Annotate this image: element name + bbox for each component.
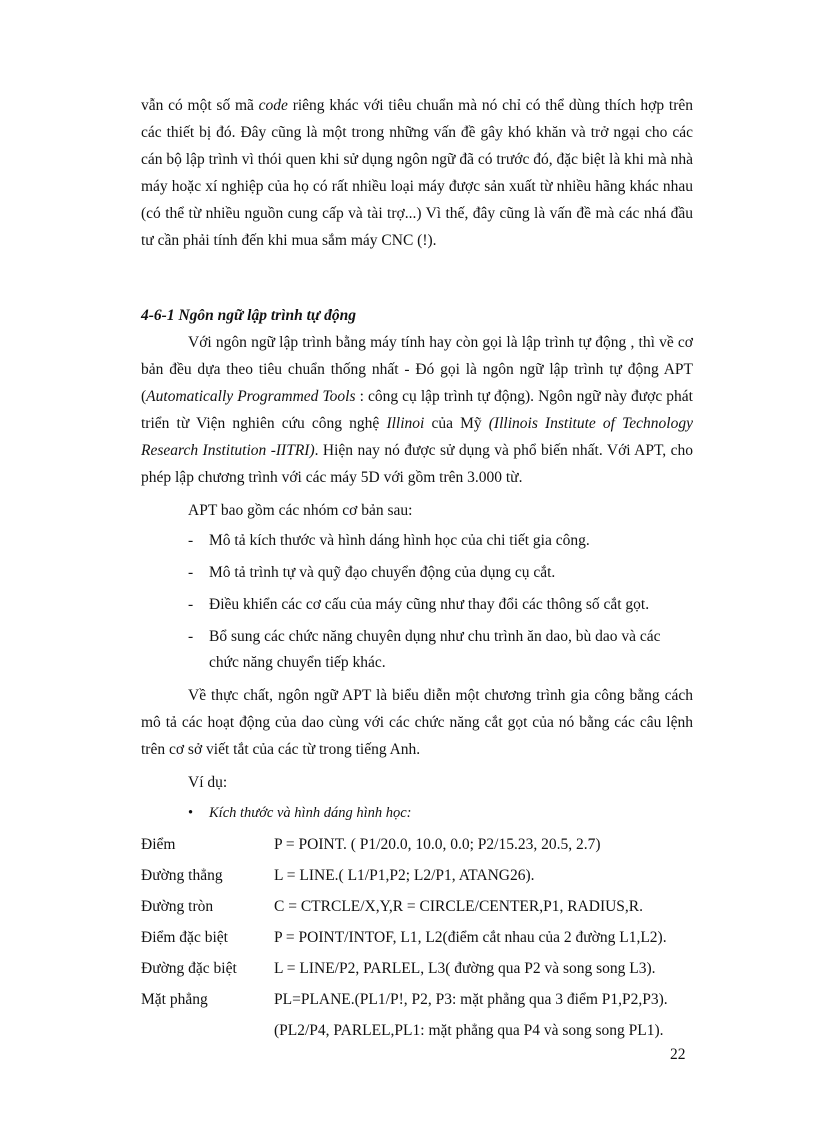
sub-bullet-text: Kích thước và hình dáng hình học: xyxy=(209,805,412,821)
list-item xyxy=(141,560,693,586)
essence-paragraph: Về thực chất, ngôn ngữ APT là biểu diễn một chương trình gia công bằng cách mô tả các hoạt động của dao cùng với các chức năng cắt gọt của nó bằng các câu lệnh trên cơ sở viết tắt của các từ trong tiếng Anh. xyxy=(141,687,693,758)
definition-value: L = LINE.( L1/P1,P2; L2/P1, ATANG26). xyxy=(274,867,535,884)
list-item-text: Điều khiển các cơ cấu của máy cũng như thay đổi các thông số cắt gọt. xyxy=(209,596,650,613)
definition-row xyxy=(141,924,693,951)
definition-row xyxy=(141,831,693,858)
list-item xyxy=(141,528,693,554)
intro-text-1: vẫn có một số mã xyxy=(141,97,259,114)
example-label: Ví dụ: xyxy=(188,774,228,791)
definition-continuation-row xyxy=(141,1017,693,1044)
bullet-dot-icon: • xyxy=(188,805,194,821)
dash-marker: - xyxy=(188,532,194,549)
intro-paragraph xyxy=(141,92,693,254)
definition-value: C = CTRCLE/X,Y,R = CIRCLE/CENTER,P1, RADIUS,R. xyxy=(274,898,644,915)
definition-term: Đường đặc biệt xyxy=(141,960,237,977)
list-item-text: Bổ sung các chức năng chuyên dụng như chu trình ăn dao, bù dao và các chức năng chuyển tiếp khác. xyxy=(209,628,661,671)
sub-bullet xyxy=(141,800,693,827)
dash-marker: - xyxy=(188,628,194,645)
definition-term: Đường tròn xyxy=(141,898,214,915)
list-item xyxy=(141,624,693,676)
list-item xyxy=(141,592,693,618)
intro-text-2: riêng khác với tiêu chuẩn mà nó chỉ có thể dùng thích hợp trên các thiết bị đó. Đây cũng là một trong những vấn đề gây khó khăn và trở ngại cho các cán bộ lập trình vì thói quen khi sử dụng ngôn ngữ đã có trước đó, đặc biệt là khi mà nhà máy hoặc xí nghiệp của họ có rất nhiều loại máy được sản xuất từ nhiều hãng khác nhau (có thể từ nhiều nguồn cung cấp và tài trợ...) Vì thế, đây cũng là vấn đề mà các nhá đầu tư cần phải tính đến khi mua sắm máy CNC (!). xyxy=(141,97,693,249)
apt-text-1: Với ngôn ngữ lập trình bằng máy tính hay còn gọi là lập trình tự động , thì về cơ bản đều dựa theo tiêu chuẩn thống nhất - Đó gọi là ngôn ngữ lập trình tự động APT ( xyxy=(141,334,693,405)
page-body xyxy=(141,92,693,1048)
apt-text-4: . Hiện nay nó được sử dụng và phổ biến nhất. Với APT, cho phép lập chương trình với các máy 5D với gồm trên 3.000 từ. xyxy=(141,442,693,486)
apt-text-2: : công cụ lập trình tự động). Ngôn ngữ này được phát triển từ Viện nghiên cứu công nghệ xyxy=(141,388,693,432)
list-item-text: Mô tả kích thước và hình dáng hình học của chi tiết gia công. xyxy=(209,532,590,549)
apt-institute-name: (Illinois Institute of Technology Research Institution -IITRI) xyxy=(141,415,693,459)
apt-paragraph xyxy=(141,329,693,491)
definition-row xyxy=(141,986,693,1013)
intro-code-term: code xyxy=(258,97,288,114)
apt-full-name: Automatically Programmed Tools xyxy=(146,388,356,405)
page-number: 22 xyxy=(670,1046,686,1063)
definition-value: P = POINT. ( P1/20.0, 10.0, 0.0; P2/15.23, 20.5, 2.7) xyxy=(274,836,601,853)
list-item-text: Mô tả trình tự và quỹ đạo chuyển động của dụng cụ cắt. xyxy=(209,564,556,581)
dash-marker: - xyxy=(188,564,194,581)
definition-term: Điểm đặc biệt xyxy=(141,929,228,946)
definition-value: L = LINE/P2, PARLEL, L3( đường qua P2 và song song L3). xyxy=(274,960,656,977)
apt-illinoi: Illinoi xyxy=(386,415,425,432)
definition-row xyxy=(141,955,693,982)
dash-marker: - xyxy=(188,596,194,613)
section-heading: 4-6-1 Ngôn ngữ lập trình tự động xyxy=(141,307,356,324)
definition-term: Điểm xyxy=(141,836,176,853)
definition-value: PL=PLANE.(PL1/P!, P2, P3: mặt phẳng qua 3 điểm P1,P2,P3). xyxy=(274,991,668,1008)
groups-list xyxy=(141,528,693,676)
definition-row xyxy=(141,893,693,920)
definition-row xyxy=(141,862,693,889)
definition-list xyxy=(141,831,693,1044)
definition-term: Đường thẳng xyxy=(141,867,223,884)
definition-continuation: (PL2/P4, PARLEL,PL1: mặt phẳng qua P4 và song song PL1). xyxy=(274,1022,664,1039)
definition-term: Mặt phẳng xyxy=(141,991,208,1008)
definition-value: P = POINT/INTOF, L1, L2(điểm cắt nhau của 2 đường L1,L2). xyxy=(274,929,667,946)
apt-text-3: của Mỹ xyxy=(424,415,489,432)
groups-intro: APT bao gồm các nhóm cơ bản sau: xyxy=(188,502,413,519)
